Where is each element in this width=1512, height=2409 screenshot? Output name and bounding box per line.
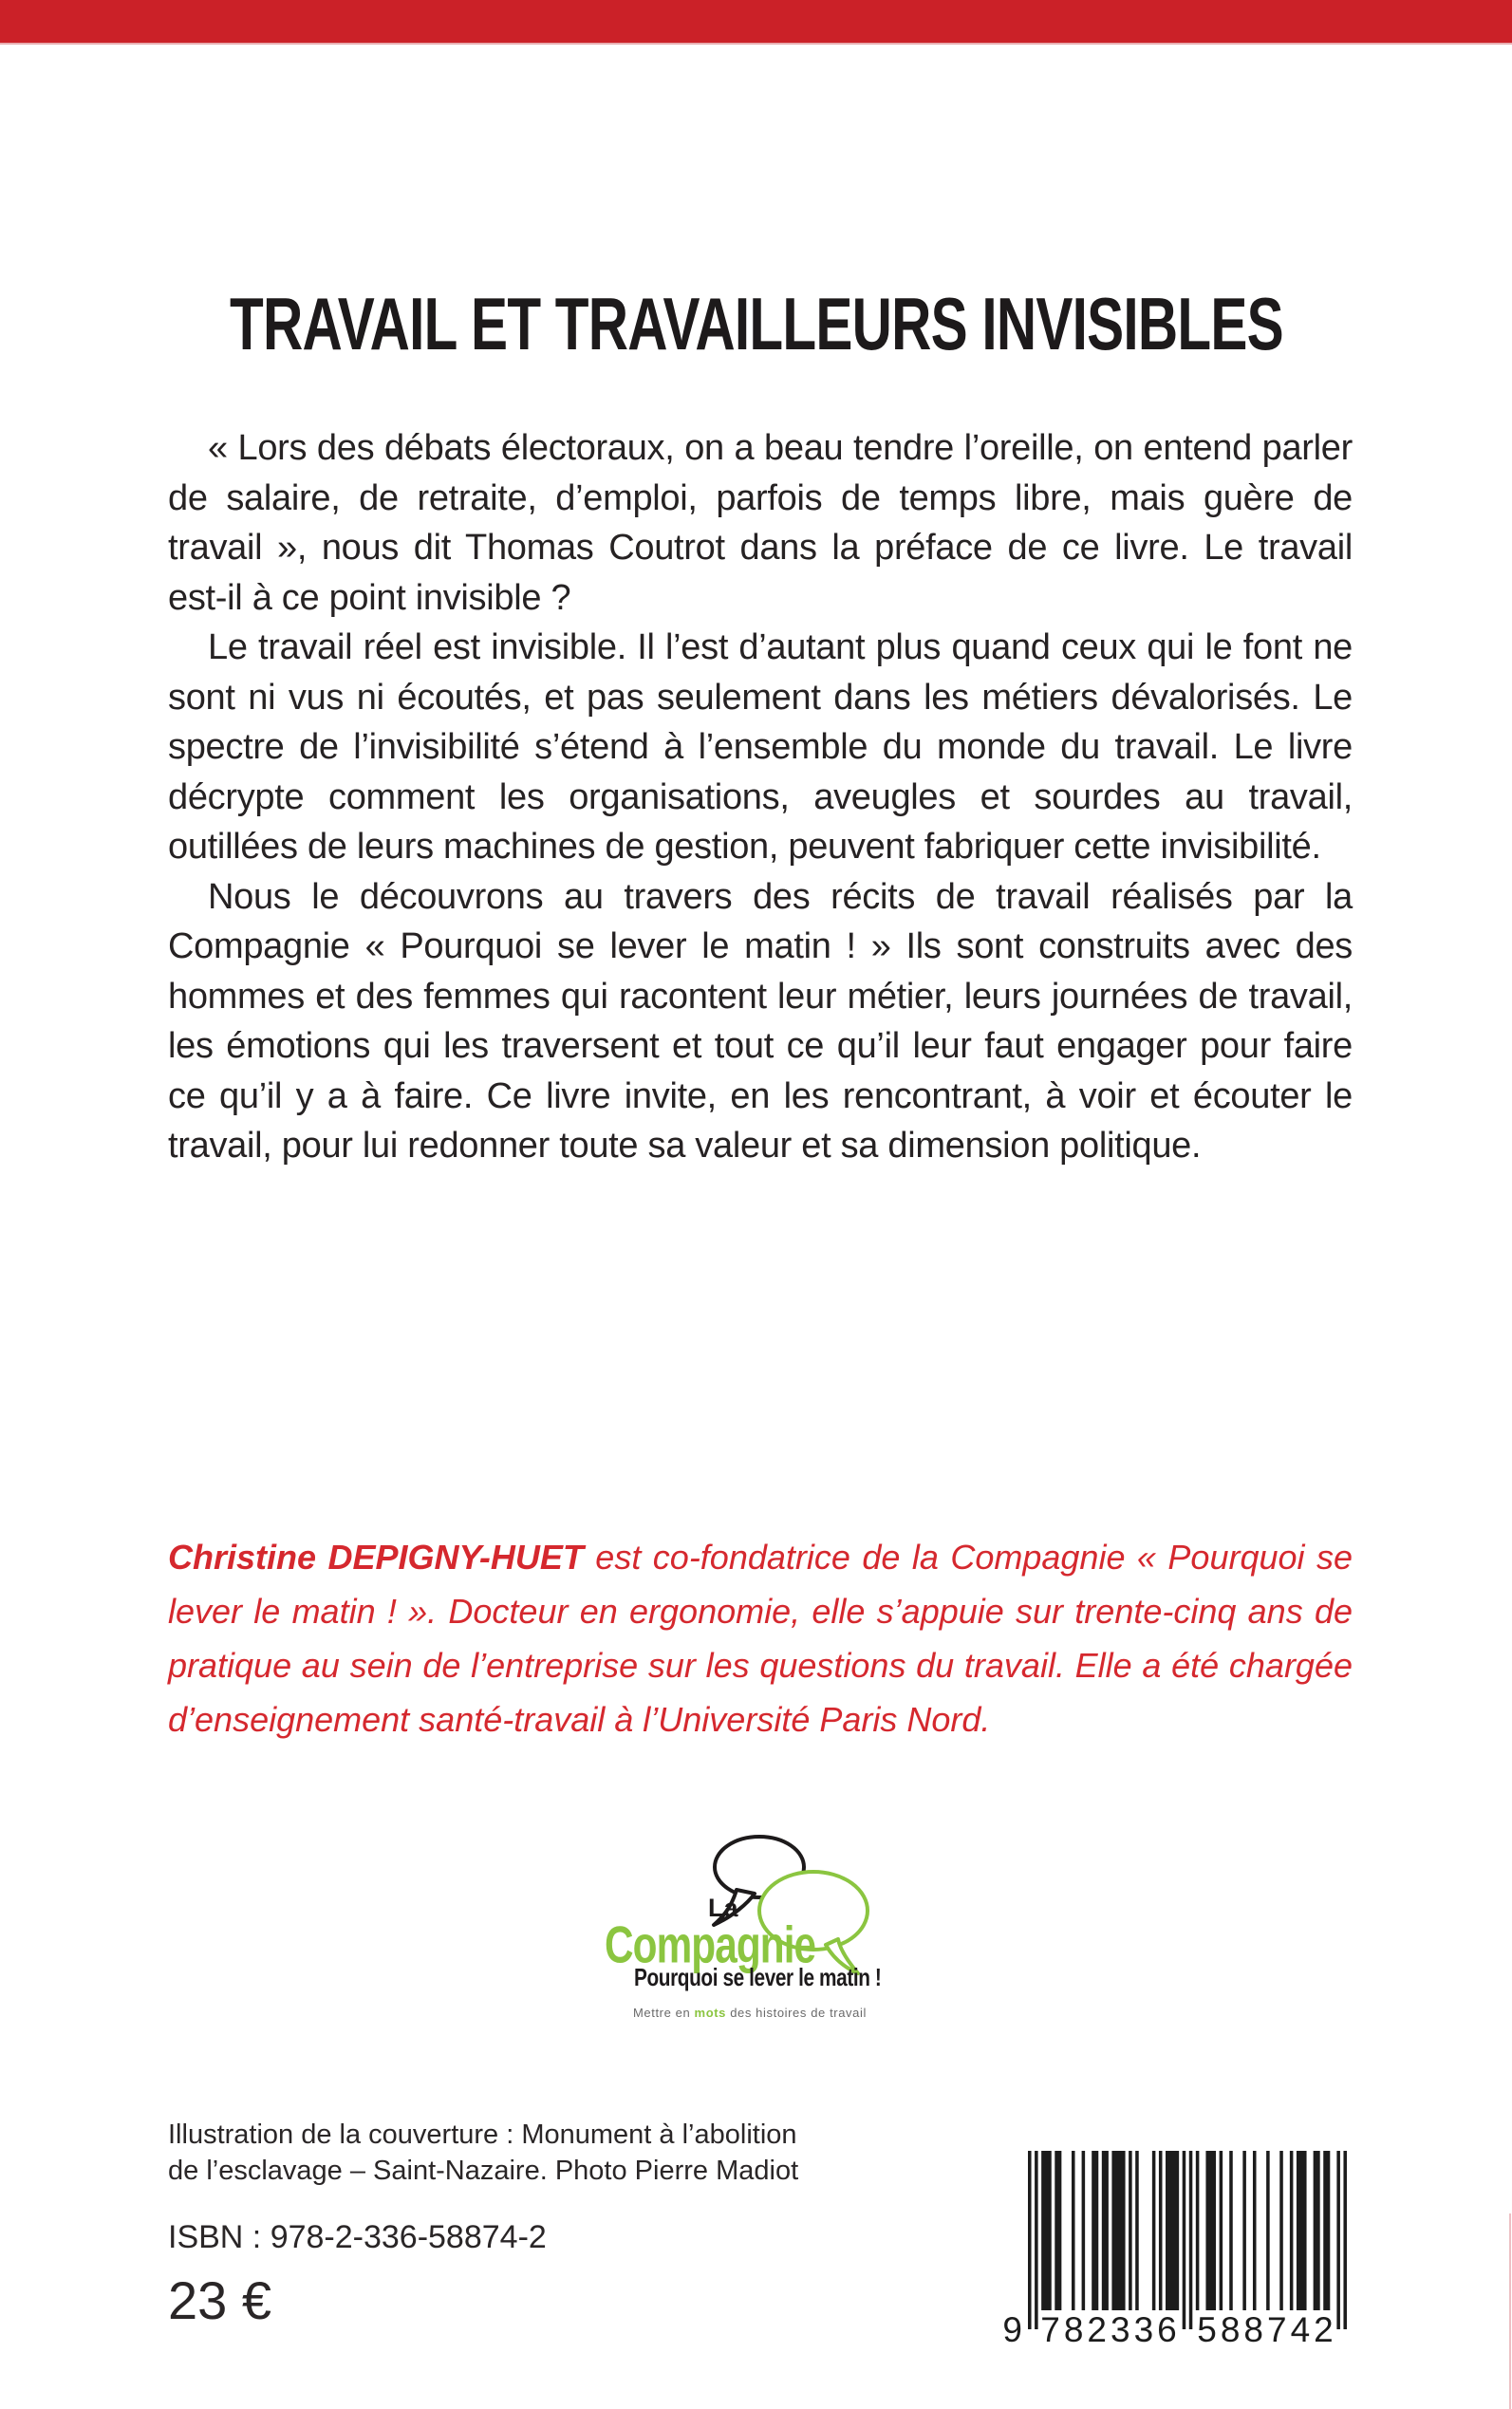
barcode-group-2: 588742 xyxy=(1197,2310,1337,2349)
logo-word-compagnie: Compagnie xyxy=(605,1915,816,1974)
tagline-after: des histoires de travail xyxy=(726,2006,867,2020)
barcode-group-1: 782336 xyxy=(1040,2310,1181,2349)
credit-line-2: de l’esclavage – Saint-Nazaire. Photo Pierre Madiot xyxy=(168,2156,799,2186)
price: 23 € xyxy=(168,2270,271,2330)
isbn: ISBN : 978-2-336-58874-2 xyxy=(168,2219,547,2255)
book-title: TRAVAIL ET TRAVAILLEURS INVISIBLES xyxy=(229,282,1283,366)
synopsis-paragraph-3: Nous le découvrons au travers des récits de travail réalisés par la Compagnie « Pourquoi se lever le matin ! » Ils sont construits avec des hommes et des femmes qui racontent leur métier, leurs journées de travail, les émotions qui les traversent et tout ce qu’il leur faut engager pour faire ce qu’il y a à faire. Ce livre invite, en les rencontrant, à voir et écouter le travail, pour lui redonner toute sa valeur et sa dimension politique. xyxy=(168,876,1353,1166)
tagline-before: Mettre en xyxy=(633,2006,695,2020)
logo-subtitle: Pourquoi se lever le matin ! xyxy=(634,1963,882,1991)
logo-tagline xyxy=(633,2006,867,2020)
author-name: Christine DEPIGNY-HUET xyxy=(168,1538,584,1577)
publisher-logo xyxy=(605,1827,908,2031)
barcode-digit-first: 9 xyxy=(1002,2310,1022,2349)
top-red-band xyxy=(0,0,1512,45)
synopsis xyxy=(168,423,1353,1171)
tagline-mots: mots xyxy=(694,2006,726,2020)
author-bio xyxy=(168,1530,1353,1746)
synopsis-paragraph-2: Le travail réel est invisible. Il l’est d’autant plus quand ceux qui le font ne sont ni vus ni écoutés, et pas seulement dans les métiers dévalorisés. Le spectre de l’invisibilité s’étend à l’ensemble du monde du travail. Le livre décrypte comment les organisations, aveugles et sourdes au travail, outillées de leurs machines de gestion, peuvent fabriquer cette invisibilité. xyxy=(168,627,1353,867)
author-bio-text: est co-fondatrice de la Compagnie « Pourquoi se lever le matin ! ». Docteur en ergonomie, elle s’appuie sur trente-cinq ans de pratique au sein de l’entreprise sur les questions du travail. Elle a été chargée d’enseignement santé-travail à l’Université Paris Nord. xyxy=(168,1538,1353,1739)
logo-word-la: La xyxy=(708,1894,738,1922)
barcode-bars xyxy=(1028,2151,1347,2331)
scan-edge-artifact xyxy=(1509,2213,1511,2409)
credit-line-1: Illustration de la couverture : Monument à l’abolition xyxy=(168,2120,797,2150)
synopsis-paragraph-1: « Lors des débats électoraux, on a beau tendre l’oreille, on entend parler de salaire, de retraite, d’emploi, parfois de temps libre, mais guère de travail », nous dit Thomas Coutrot dans la préface de ce livre. Le travail est-il à ce point invisible ? xyxy=(168,428,1353,618)
cover-illustration-credit xyxy=(168,2117,798,2189)
ean13-barcode xyxy=(1002,2151,1347,2355)
